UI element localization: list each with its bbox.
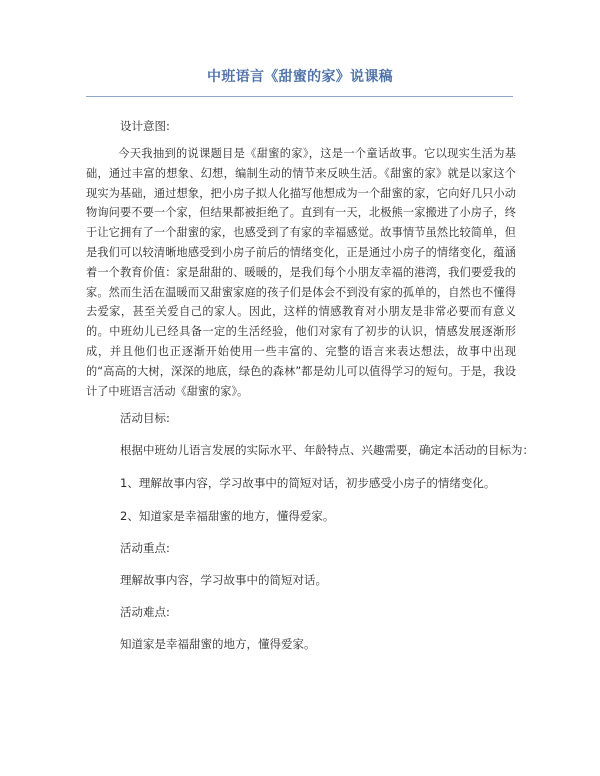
design-intent-heading: 设计意图: bbox=[120, 119, 170, 133]
activity-goal-1: 1、理解故事内容，学习故事中的简短对话，初步感受小房子的情绪变化。 bbox=[120, 476, 496, 490]
activity-key-text: 理解故事内容，学习故事中的简短对话。 bbox=[120, 573, 327, 587]
activity-key-heading: 活动重点: bbox=[120, 541, 170, 555]
document-title: 中班语言《甜蜜的家》说课稿 bbox=[207, 69, 393, 85]
activity-goal-2: 2、知道家是幸福甜蜜的地方，懂得爱家。 bbox=[120, 509, 335, 523]
activity-goals-intro: 根据中班幼儿语言发展的实际水平、年龄特点、兴趣需要，确定本活动的目标为： bbox=[120, 443, 534, 457]
activity-goals-heading: 活动目标: bbox=[120, 411, 170, 425]
design-intent-text: 今天我抽到的说课题目是《甜蜜的家》，这是一个童话故事。它以现实生活为基础，通过丰富的想象、幻想，编制生动的情节来反映生活。《甜蜜的家》就是以家这个现实为基础，通过想象，把小房子拟人化描写他想成为一个甜蜜的家，它向好几只小动物询问要不要一个家，但结果都被拒绝了。直到有一天，北极熊一家搬进了小房子，终于让它拥有了一个甜蜜的家，也感受到了有家的幸福感觉。故事情节虽然比较简单，但是我们可以较清晰地感受到小房子前后的情绪变化，正是通过小房子的情绪变化，蕴涵着一个教育价值：家是甜甜的、暖暖的，是我们每个小朋友幸福的港湾，我们要爱我的家。然而生活在温暖而又甜蜜家庭的孩子们是体会不到没有家的孤单的，自然也不懂得去爱家，甚至关爱自己的家人。因此，这样的情感教育对小朋友是非常必要而有意义的。中班幼儿已经具备一定的生活经验，他们对家有了初步的认识，情感发展逐渐形成，并且他们也正逐渐开始使用一些丰富的、完整的语言来表达想法，故事中出现的“高高的大树，深深的地底，绿色的森林”都是幼儿可以值得学习的短句。于是，我设计了中班语言活动《甜蜜的家》。 bbox=[86, 147, 516, 398]
design-intent-paragraph bbox=[86, 144, 516, 401]
activity-difficulty-text: 知道家是幸福甜蜜的地方，懂得爱家。 bbox=[120, 637, 316, 651]
title-underline bbox=[86, 96, 513, 97]
activity-difficulty-heading: 活动难点: bbox=[120, 605, 170, 619]
